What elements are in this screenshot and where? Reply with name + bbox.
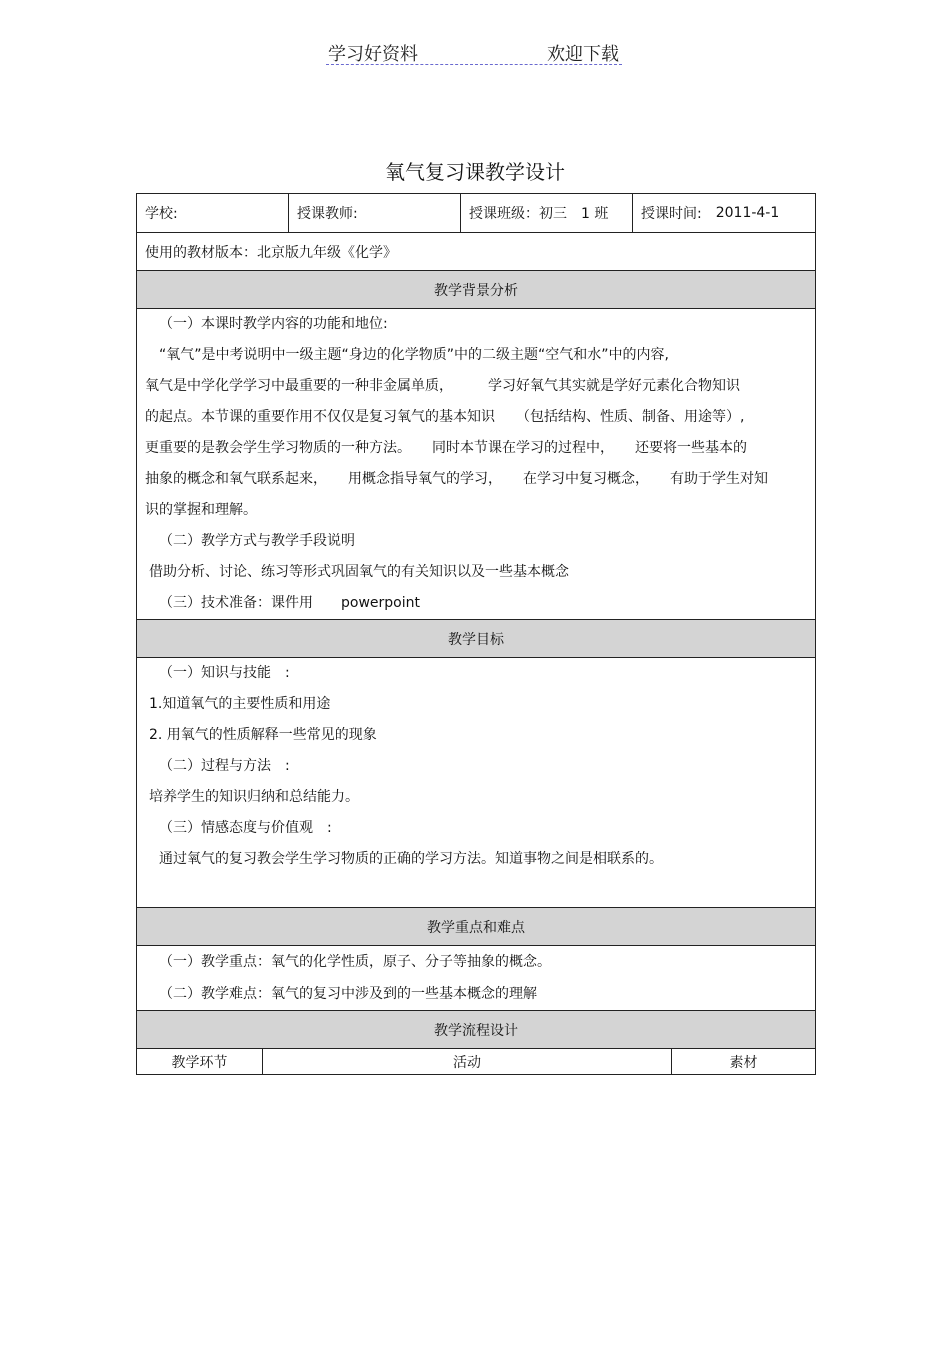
objective-line: 通过氧气的复习教会学生学习物质的正确的学习方法。知道事物之间是相联系的。 xyxy=(159,851,663,867)
background-line: 识的掌握和理解。 xyxy=(145,502,257,518)
objectives-body xyxy=(137,658,815,908)
header-right-text: 欢迎下载 xyxy=(547,44,619,65)
keypoint-line: （二）教学难点：氧气的复习中涉及到的一些基本概念的理解 xyxy=(159,986,537,1002)
time-label: 授课时间: xyxy=(641,206,702,222)
objective-line: 培养学生的知识归纳和总结能力。 xyxy=(149,789,359,805)
background-heading: 教学背景分析 xyxy=(137,271,815,309)
flow-column-stage: 教学环节 xyxy=(137,1049,263,1074)
flow-heading: 教学流程设计 xyxy=(137,1011,815,1049)
background-line: （三）技术准备：课件用 powerpoint xyxy=(159,595,420,611)
class-label: 授课班级：初三 1 班 xyxy=(469,206,609,222)
background-line: 氧气是中学化学学习中最重要的一种非金属单质， 学习好氧气其实就是学好元素化合物知识 xyxy=(145,378,740,394)
edition-row xyxy=(137,233,815,271)
objective-line: 2. 用氧气的性质解释一些常见的现象 xyxy=(149,727,377,743)
flow-column-header-row xyxy=(137,1049,815,1074)
document-title: 氧气复习课教学设计 xyxy=(385,160,565,184)
objective-line: 1.知道氧气的主要性质和用途 xyxy=(149,696,331,712)
objectives-heading: 教学目标 xyxy=(137,620,815,658)
school-cell xyxy=(137,194,289,232)
background-line: 借助分析、讨论、练习等形式巩固氧气的有关知识以及一些基本概念 xyxy=(149,564,569,580)
background-line: （二）教学方式与教学手段说明 xyxy=(159,533,355,549)
flow-column-activity: 活动 xyxy=(263,1049,672,1074)
header-dashed-rule xyxy=(326,64,622,65)
background-line: “氧气”是中考说明中一级主题“身边的化学物质”中的二级主题“空气和水”中的内容, xyxy=(159,347,669,363)
time-value: 2011-4-1 xyxy=(715,205,780,221)
flow-column-material: 素材 xyxy=(729,1054,758,1071)
school-label: 学校: xyxy=(145,206,178,222)
background-line: （一）本课时教学内容的功能和地位: xyxy=(159,316,388,332)
info-row xyxy=(137,194,815,233)
objective-line: （三）情感态度与价值观 : xyxy=(159,820,332,836)
objective-line: （二）过程与方法 : xyxy=(159,758,290,774)
background-line: 抽象的概念和氧气联系起来， 用概念指导氧气的学习， 在学习中复习概念， 有助于学生对知 xyxy=(145,471,768,487)
keypoints-body xyxy=(137,946,815,1011)
objective-line: （一）知识与技能 : xyxy=(159,665,290,681)
keypoint-line: （一）教学重点：氧气的化学性质，原子、分子等抽象的概念。 xyxy=(159,954,551,970)
teacher-cell xyxy=(289,194,461,232)
header-left-text: 学习好资料 xyxy=(328,44,418,65)
background-body xyxy=(137,309,815,620)
time-cell xyxy=(633,194,815,232)
edition-text: 使用的教材版本：北京版九年级《化学》 xyxy=(145,244,397,261)
background-line: 的起点。本节课的重要作用不仅仅是复习氧气的基本知识 （包括结构、性质、制备、用途等）, xyxy=(145,409,745,425)
keypoints-heading: 教学重点和难点 xyxy=(137,908,815,946)
class-cell xyxy=(461,194,633,232)
teacher-label: 授课教师: xyxy=(297,206,358,222)
background-line: 更重要的是教会学生学习物质的一种方法。 同时本节课在学习的过程中， 还要将一些基本的 xyxy=(145,440,747,456)
lesson-plan-table xyxy=(136,193,816,1075)
